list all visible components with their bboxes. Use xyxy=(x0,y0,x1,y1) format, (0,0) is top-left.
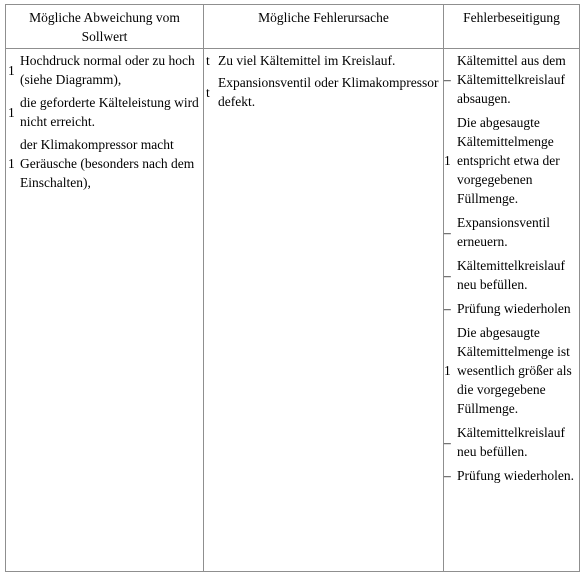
list-item xyxy=(444,51,579,108)
body-row xyxy=(6,49,580,572)
list-marker: t xyxy=(206,84,210,100)
list-item xyxy=(444,213,579,251)
list-marker: – xyxy=(444,434,451,450)
list-text: Prüfung wiederholen xyxy=(457,301,571,316)
list-item xyxy=(444,323,579,418)
list-item xyxy=(6,93,203,131)
list-item xyxy=(444,299,579,318)
list-text: Expansionsventil erneuern. xyxy=(457,215,550,249)
list-text: Kältemittel aus dem Kältemittelkreislauf absaugen. xyxy=(457,53,566,106)
list-marker: 1 xyxy=(444,363,451,378)
list-text: Kältemittelkreislauf neu befüllen. xyxy=(457,258,565,292)
list-item xyxy=(444,423,579,461)
list-marker: 1 xyxy=(444,153,451,168)
list-item xyxy=(444,113,579,208)
list-marker: 1 xyxy=(8,104,15,120)
list-text: Expansionsventil oder Klimakompressor defekt. xyxy=(218,75,439,109)
list-marker: 1 xyxy=(8,62,15,78)
list-item xyxy=(444,256,579,294)
list-marker: t xyxy=(206,53,210,68)
header-remedy: Fehlerbeseitigung xyxy=(444,5,580,49)
list-item xyxy=(6,51,203,89)
header-deviation: Mögliche Abweichung vom Sollwert xyxy=(6,5,204,49)
list-item xyxy=(444,466,579,485)
list-text: Prüfung wiederholen. xyxy=(457,468,574,483)
list-marker: – xyxy=(444,468,451,483)
list-item xyxy=(204,73,443,111)
cause-cell xyxy=(204,49,444,572)
header-row xyxy=(6,5,580,49)
list-item xyxy=(6,135,203,192)
list-text: Kältemittelkreislauf neu befüllen. xyxy=(457,425,565,459)
list-text: Zu viel Kältemittel im Kreislauf. xyxy=(218,53,396,68)
list-item xyxy=(204,51,443,70)
remedy-cell xyxy=(444,49,580,572)
list-text: die geforderte Kälteleistung wird nicht erreicht. xyxy=(20,95,199,129)
list-marker: 1 xyxy=(8,156,15,171)
header-cause: Mögliche Fehlerursache xyxy=(204,5,444,49)
list-marker: – xyxy=(444,267,451,283)
list-text: Die abgesaugte Kältemittelmenge ist wesentlich größer als die vorgegebene Füllmenge. xyxy=(457,325,572,416)
list-marker: – xyxy=(444,72,451,87)
list-text: Hochdruck normal oder zu hoch (siehe Diagramm), xyxy=(20,53,195,87)
list-marker: – xyxy=(444,224,451,240)
list-text: Die abgesaugte Kältemittelmenge entspricht etwa der vorgegebenen Füllmenge. xyxy=(457,115,560,206)
list-marker: – xyxy=(444,301,451,316)
list-text: der Klimakompressor macht Geräusche (besonders nach dem Einschalten), xyxy=(20,137,195,190)
deviation-cell xyxy=(6,49,204,572)
fault-diagnosis-table xyxy=(5,4,580,572)
